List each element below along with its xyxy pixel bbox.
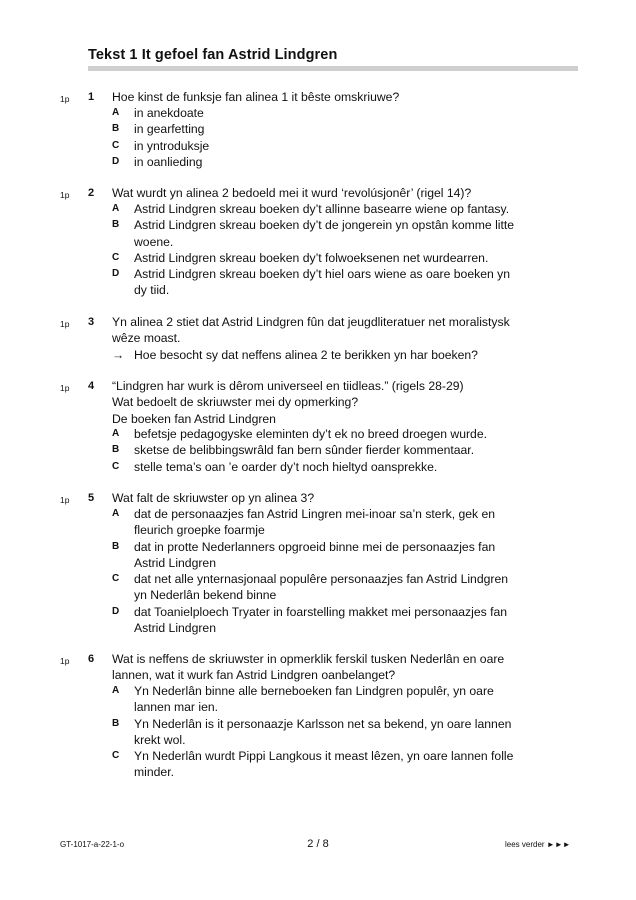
option-b[interactable] [112,121,567,137]
option-text: Astrid Lindgren skreau boeken dy’t hiel oars wiene as oare boeken yn [134,267,511,282]
answer-options [112,683,567,781]
option-d[interactable] [112,154,567,170]
option-letter: A [112,685,120,696]
option-text: in yntroduksje [134,138,210,153]
option-text: Yn Nederlân is it personaazje Karlsson net sa bekend, yn oare lannen [134,716,512,731]
question-points: 1p [60,190,70,200]
page-title: Tekst 1 It gefoel fan Astrid Lindgren [88,47,338,63]
option-text: dat net alle ynternasjonaal populêre personaazjes fan Astrid Lindgren [134,572,509,587]
option-letter: B [112,219,120,231]
stem-line: Wat is neffens de skriuwster in opmerklik ferskil tusken Nederlân en oare [112,652,505,666]
option-d[interactable] [112,266,567,299]
option-c[interactable] [112,748,567,781]
stem-line: De boeken fan Astrid Lindgren [112,411,276,426]
option-text: in gearfetting [134,122,205,137]
option-text: fleurich groepke foarmje [134,523,265,538]
option-c[interactable] [112,459,567,475]
option-text: woene. [134,234,174,249]
option-letter: B [112,444,120,456]
option-b[interactable] [112,539,567,572]
continue-indicator: lees verder ►►► [505,840,571,849]
option-text: Astrid Lindgren [134,621,216,636]
question-stem [112,314,567,363]
answer-options [112,201,567,299]
exam-code: GT-1017-a-22-1-o [60,840,125,849]
option-text: dat Toanielploech Tryater in foarstelling makket mei personaazjes fan [134,604,508,619]
option-a[interactable] [112,683,567,716]
option-letter: B [112,717,120,729]
option-a[interactable] [112,506,567,539]
option-letter: B [112,123,120,135]
question-points: 1p [60,319,70,329]
option-b[interactable] [112,716,567,749]
option-a[interactable] [112,105,567,121]
open-question-text: Hoe besocht sy dat neffens alinea 2 te berikken yn har boeken? [134,347,478,362]
question-number: 4 [88,380,95,392]
stem-line: Yn alinea 2 stiet dat Astrid Lindgren fûn dat jeugdliteratuer net moralistysk [112,315,510,329]
option-b[interactable] [112,442,567,458]
option-text: in oanlieding [134,154,203,169]
question-stem [112,185,567,201]
question-points: 1p [60,495,70,505]
stem-line: lannen, wat it wurk fan Astrid Lindgren oanbelanget? [112,668,396,683]
question-number: 1 [88,91,95,103]
option-text: Astrid Lindgren [134,555,216,570]
option-letter: C [112,750,120,762]
option-text: befetsje pedagogyske eleminten dy’t ek no breed droegen wurde. [134,427,487,441]
option-letter: C [112,139,120,151]
stem-line: Wat falt de skriuwster op yn alinea 3? [112,491,315,505]
page-number: 2 / 8 [307,838,329,850]
option-letter: D [112,268,120,280]
question-number: 6 [88,653,95,665]
option-text: krekt wol. [134,732,186,747]
question-number: 5 [88,492,95,504]
question-stem [112,490,567,506]
option-letter: A [112,428,120,439]
option-c[interactable] [112,250,567,266]
option-b[interactable] [112,217,567,250]
option-letter: A [112,107,120,118]
option-c[interactable] [112,571,567,604]
option-text: dy tiid. [134,283,170,298]
stem-line: Wat bedoelt de skriuwster mei dy opmerking? [112,395,359,410]
option-letter: D [112,155,120,167]
option-text: Astrid Lindgren skreau boeken dy’t de jongerein yn opstân komme litte [134,218,515,233]
stem-line: Wat wurdt yn alinea 2 bedoeld mei it wurd ‘revolúsjonêr’ (rigel 14)? [112,186,472,200]
answer-options [112,506,567,636]
option-letter: C [112,251,120,263]
option-text: Astrid Lindgren skreau boeken dy’t folwoeksenen net wurdearren. [134,250,489,265]
option-text: dat in protte Nederlanners opgroeid binne mei de personaazjes fan [134,539,496,554]
question-points: 1p [60,656,70,666]
option-letter: B [112,540,120,552]
answer-options [112,426,567,475]
stem-line: Hoe kinst de funksje fan alinea 1 it bêste omskriuwe? [112,90,400,104]
question-number: 2 [88,187,95,199]
option-text: Yn Nederlân binne alle berneboeken fan Lindgren populêr, yn oare [134,684,494,698]
option-letter: C [112,573,120,585]
question-points: 1p [60,383,70,393]
question-number: 3 [88,316,95,328]
option-c[interactable] [112,138,567,154]
option-text: sketse de belibbingswrâld fan bern sûnder fierder kommentaar. [134,443,475,458]
option-letter: A [112,203,120,214]
open-question-prompt [112,347,567,363]
title-underline-bar [88,66,578,71]
option-text: yn Nederlân bekend binne [134,588,277,603]
option-text: Astrid Lindgren skreau boeken dy’t allinne basearre wiene op fantasy. [134,202,510,216]
option-d[interactable] [112,604,567,637]
option-a[interactable] [112,201,567,217]
stem-line: wêze moast. [112,331,181,346]
question-stem [112,378,567,427]
question-points: 1p [60,94,70,104]
option-text: stelle tema’s oan ’e oarder dy’t noch hieltyd oansprekke. [134,459,438,474]
option-letter: A [112,508,120,519]
question-stem [112,89,567,105]
option-text: Yn Nederlân wurdt Pippi Langkous it meast lêzen, yn oare lannen folle [134,749,514,764]
arrow-right-icon: → [112,347,125,362]
option-text: dat de personaazjes fan Astrid Lingren mei-inoar sa’n sterk, gek en [134,507,496,521]
stem-line: “Lindgren har wurk is dêrom universeel en tiidleas.” (rigels 28-29) [112,379,464,393]
option-text: in anekdoate [134,106,204,120]
option-letter: C [112,460,120,472]
option-letter: D [112,605,120,617]
answer-options [112,105,567,170]
option-text: minder. [134,765,174,780]
question-stem [112,651,567,684]
option-text: lannen mar ien. [134,700,219,715]
option-a[interactable] [112,426,567,442]
